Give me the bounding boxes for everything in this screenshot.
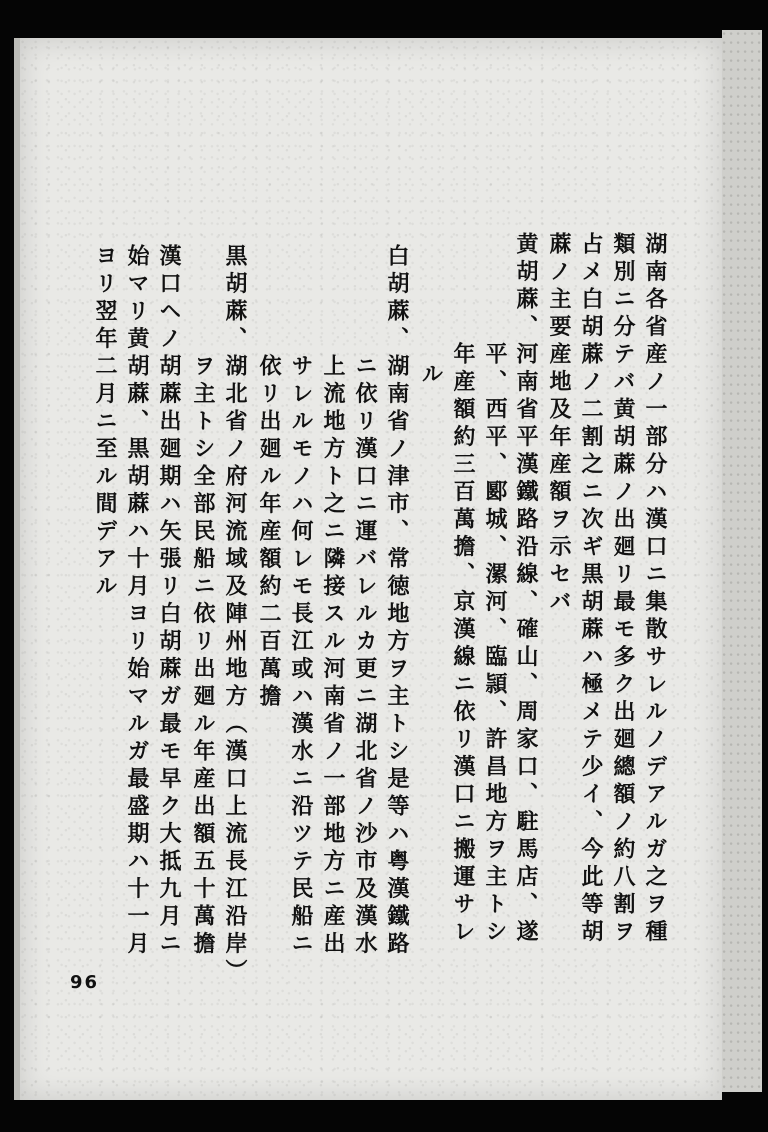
text-column: 依リ出廻ル年産額約二百萬擔 (256, 354, 282, 712)
text-column: 始マリ黄胡蔴、黒胡蔴ハ十月ヨリ始マルガ最盛期ハ十一月 (124, 244, 150, 959)
text-column: ル (418, 362, 444, 390)
text-column: 漢口ヘノ胡蔴出廻期ハ矢張リ白胡蔴ガ最モ早ク大抵九月ニ (156, 244, 182, 959)
text-column: 上流地方ト之ニ隣接スル河南省ノ一部地方ニ産出 (320, 354, 346, 959)
text-column: サレルモノハ何レモ長江或ハ漢水ニ沿ツテ民船ニ (288, 354, 314, 959)
text-column: 年産額約三百萬擔、京漢線ニ依リ漢口ニ搬運サレ (450, 342, 476, 947)
text-column: 黒胡蔴、湖北省ノ府河流域及陣州地方（漢口上流長江沿岸） (222, 244, 248, 987)
text-column: 湖南各省産ノ一部分ハ漢口ニ集散サレルノデアルガ之ヲ種 (642, 232, 668, 947)
text-column: 占メ白胡蔴ノ二割之ニ次ギ黒胡蔴ハ極メテ少イ、今此等胡 (578, 232, 604, 947)
facing-page-strip (722, 30, 762, 1092)
text-column: ニ依リ漢口ニ運バレルカ更ニ湖北省ノ沙市及漢水 (352, 354, 378, 959)
text-column: ヨリ翌年二月ニ至ル間デアル (92, 244, 118, 602)
page-number: 96 (70, 972, 100, 993)
text-column: 黄胡蔴、河南省平漢鐵路沿線、確山、周家口、駐馬店、遂 (513, 232, 539, 947)
text-column: 白胡蔴、湖南省ノ津市、常徳地方ヲ主トシ是等ハ粤漢鐵路 (384, 244, 410, 959)
text-column: 類別ニ分テバ黄胡蔴ノ出廻リ最モ多ク出廻總額ノ約八割ヲ (610, 232, 636, 947)
text-column: ヲ主トシ全部民船ニ依リ出廻ル年産出額五十萬擔 (190, 354, 216, 959)
text-column: 平、西平、郾城、漯河、臨頴、許昌地方ヲ主トシ (482, 342, 508, 947)
text-column: 蔴ノ主要産地及年産額ヲ示セバ (546, 232, 572, 617)
